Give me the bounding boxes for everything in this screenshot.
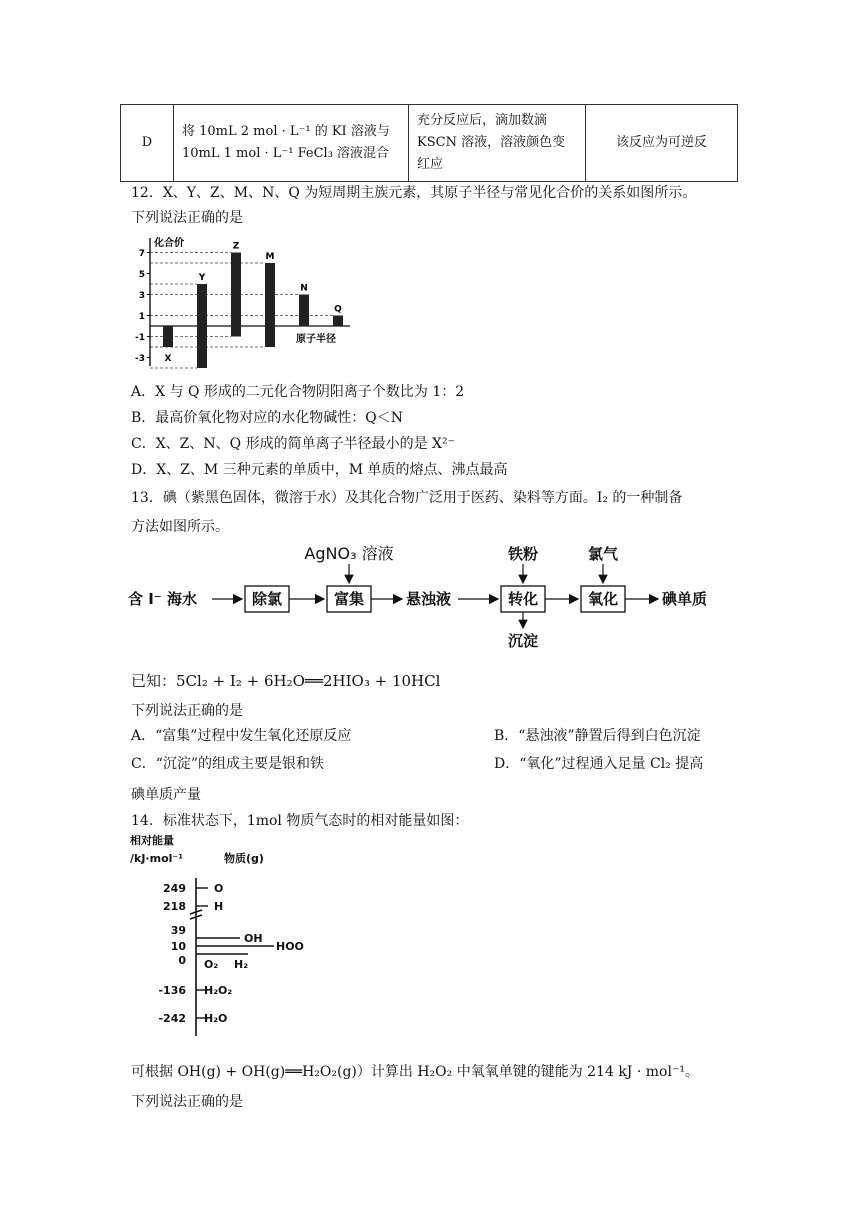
- q12-stem-cont: 下列说法正确的是: [131, 210, 243, 226]
- bar-x: [163, 326, 173, 347]
- q14-energy-diagram: [128, 830, 328, 1040]
- level-species: H₂O₂: [204, 984, 233, 997]
- operation-line: 将 10mL 2 mol · L⁻¹ 的 KI 溶液与: [182, 124, 390, 139]
- flow-source: 含 I⁻ 海水: [128, 590, 197, 608]
- y-tick-label: 3: [138, 291, 145, 301]
- phenomenon-line: KSCN 溶液，溶液颜色变: [417, 135, 566, 150]
- reagent-agno3: AgNO₃ 溶液: [304, 544, 394, 563]
- y-axis-label: 化合价: [154, 238, 184, 249]
- step-enrich: 富集: [333, 590, 365, 608]
- y-tick-label: 1: [138, 312, 145, 322]
- phenomenon-line: 充分反应后，滴加数滴: [417, 113, 548, 128]
- energy-axis-label: 相对能量: [130, 834, 174, 847]
- q13-option-d-cont: 碘单质产量: [131, 787, 201, 803]
- step-convert: 转化: [507, 590, 539, 608]
- q13-option-c: C．“沉淀”的组成主要是银和铁: [131, 756, 325, 772]
- q13-question: 下列说法正确的是: [131, 703, 243, 719]
- conclusion-cell: 该反应为可逆反: [586, 105, 738, 182]
- level-species: H: [214, 900, 224, 913]
- bar-label: Z: [232, 241, 240, 252]
- reagent-chlorine: 氯气: [587, 545, 619, 563]
- level-value: 218: [163, 900, 186, 913]
- bar-y: [197, 284, 207, 368]
- q12-option-b: B．最高价氧化物对应的水化物碱性：Q＜N: [131, 410, 404, 426]
- energy-axis-unit: /kJ·mol⁻¹: [130, 852, 184, 865]
- operation-cell: [174, 105, 409, 182]
- level-value: -136: [158, 984, 186, 997]
- flow-suspension: 悬浊液: [406, 590, 452, 608]
- q12-option-d: D．X、Z、M 三种元素的单质中，M 单质的熔点、沸点最高: [131, 462, 508, 478]
- bar-n: [299, 295, 309, 327]
- x-axis-label: 原子半径: [296, 334, 336, 345]
- row-label: D: [121, 105, 174, 182]
- q12-option-a: A．X 与 Q 形成的二元化合物阴阳离子个数比为 1：2: [131, 384, 465, 400]
- bar-m: [265, 263, 275, 347]
- step-oxidize: 氧化: [587, 590, 619, 608]
- level-species: H₂: [234, 958, 249, 971]
- q12-stem: 12．X、Y、Z、M、N、Q 为短周期主族元素，其原子半径与常见化合价的关系如图所示。: [131, 185, 697, 201]
- level-value: -242: [158, 1012, 186, 1025]
- level-value: 39: [170, 924, 186, 937]
- phenomenon-cell: [409, 105, 586, 182]
- operation-line: 10mL 1 mol · L⁻¹ FeCl₃ 溶液混合: [182, 146, 390, 161]
- level-value: 10: [170, 940, 186, 953]
- experiment-table-row-d: [120, 104, 738, 182]
- q14-stem: 14．标准状态下，1mol 物质气态时的相对能量如图：: [131, 813, 469, 829]
- bar-label: X: [164, 354, 172, 364]
- bar-z: [231, 253, 241, 337]
- q13-flow-diagram: [128, 540, 728, 652]
- q13-stem: 13．碘（紫黑色固体，微溶于水）及其化合物广泛用于医药、染料等方面。I₂ 的一种制备: [131, 490, 683, 506]
- y-tick-label: 5: [138, 270, 145, 280]
- bar-label: N: [300, 283, 308, 294]
- level-species: HOO: [276, 940, 304, 953]
- byproduct-precipitate: 沉淀: [507, 632, 539, 650]
- q13-known-equation: 已知：5Cl₂ + I₂ + 6H₂O══2HIO₃ + 10HCl: [131, 672, 441, 690]
- reagent-iron: 铁粉: [507, 545, 539, 563]
- y-tick-label: 7: [138, 249, 145, 259]
- bar-q: [333, 316, 343, 327]
- q12-valence-chart: [128, 234, 368, 374]
- level-value: 249: [163, 882, 186, 895]
- level-species: OH: [244, 932, 263, 945]
- y-tick-label: -3: [135, 354, 145, 364]
- flow-product: 碘单质: [662, 590, 708, 608]
- bar-label: Q: [334, 304, 342, 315]
- step-dechlorinate: 除氯: [251, 590, 283, 608]
- y-tick-label: -1: [135, 333, 145, 343]
- q13-option-d: D．“氧化”过程通入足量 Cl₂ 提高: [494, 756, 704, 772]
- q14-question: 下列说法正确的是: [131, 1094, 243, 1110]
- q13-option-b: B．“悬浊液”静置后得到白色沉淀: [494, 728, 701, 744]
- level-species: H₂O: [204, 1012, 228, 1025]
- bar-label: Y: [198, 273, 206, 283]
- species-column-label: 物质(g): [224, 852, 264, 865]
- level-species: O₂: [204, 958, 219, 971]
- phenomenon-line: 红应: [417, 157, 444, 172]
- q14-bond-energy-text: 可根据 OH(g) + OH(g)══H₂O₂(g)）计算出 H₂O₂ 中氧氧单键的键能为 214 kJ · mol⁻¹。: [131, 1064, 699, 1080]
- level-value: 0: [178, 954, 186, 967]
- q13-option-a: A．“富集”过程中发生氧化还原反应: [131, 728, 352, 744]
- bar-label: M: [265, 252, 275, 262]
- q13-stem-cont: 方法如图所示。: [131, 519, 229, 535]
- level-species: O: [214, 882, 224, 895]
- q12-option-c: C．X、Z、N、Q 形成的简单离子半径最小的是 X²⁻: [131, 436, 456, 452]
